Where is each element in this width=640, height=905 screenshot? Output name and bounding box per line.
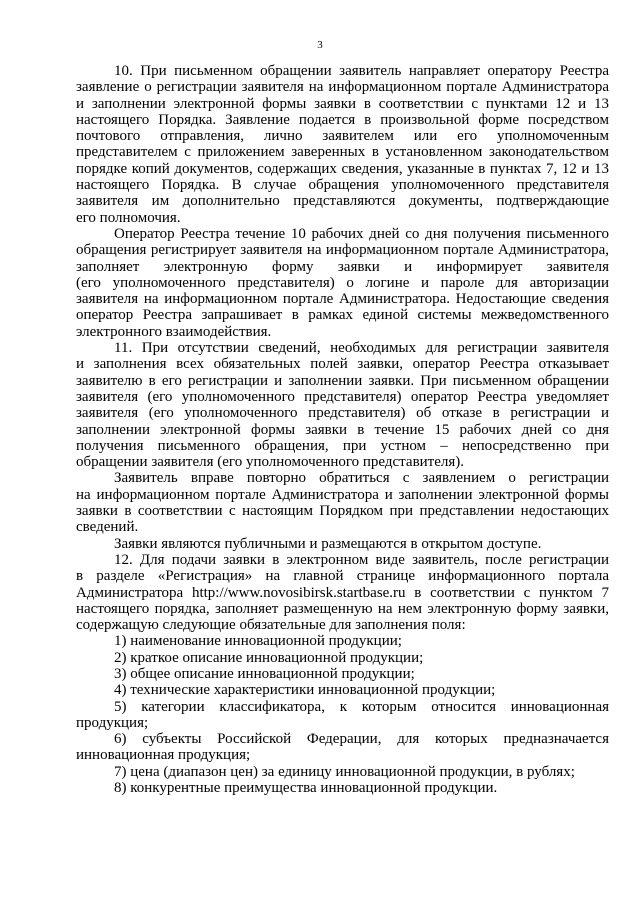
text-line: Заявки являются публичными и размещаются в открытом доступе. [114,535,542,552]
text-line: заявителя им дополнительно представляются документы, подтверждающие [76,193,609,210]
text-line: и заполнения всех обязательных полей заявки, оператор Реестра отказывает [76,356,609,373]
text-line: на информационном портале Администратора и заполнении электронной формы [76,486,609,503]
page-number: 3 [317,39,323,51]
text-line: почтового отправления, лично заявителем или его уполномоченным [76,128,609,145]
text-line: продукция; [76,714,149,731]
text-line: заявки в соответствии с настоящим Порядком при представлении недостающих [76,503,609,520]
text-line: 4) технические характеристики инновационной продукции; [114,682,496,699]
text-line: настоящего порядка, заполняет размещенную на нем электронную форму заявки, [76,600,609,617]
text-line: настоящего Порядка. Заявление подается в произвольной форме посредством [76,111,609,128]
text-line: заявителя (его уполномоченного представителя) об отказе в регистрации и [76,405,609,422]
text-line: 7) цена (диапазон цен) за единицу инновационной продукции, в рублях; [114,763,575,780]
text-line: электронного взаимодействия. [76,323,272,340]
document-body [76,63,609,796]
text-line: Заявитель вправе повторно обратиться с заявлением о регистрации [114,470,609,487]
text-line: 2) краткое описание инновационной продукции; [114,649,424,666]
text-line: 5) категории классификатора, к которым относится инновационная [114,698,609,715]
text-line: заявителя (его уполномоченного представителя) оператор Реестра уведомляет [76,388,609,405]
text-line: оператор Реестра запрашивает в рамках единой системы межведомственного [76,307,609,324]
text-line: заявление о регистрации заявителя на информационном портале Администратора [76,79,609,96]
text-line: обращении заявителя (его уполномоченного представителя). [76,454,465,471]
text-line: инновационная продукция; [76,747,251,764]
text-line: и заполнении электронной формы заявки в соответствии с пунктами 12 и 13 [76,95,609,112]
text-line: заполнении электронной формы заявки в течение 15 рабочих дней со дня [76,421,609,438]
text-line: заполняет электронную форму заявки и информирует заявителя [76,258,609,275]
text-line: настоящего Порядка. В случае обращения уполномоченного представителя [76,177,609,194]
text-line: 12. Для подачи заявки в электронном виде заявитель, после регистрации [114,551,609,568]
text-line: обращения регистрирует заявителя на информационном портале Администратора, [76,242,609,259]
text-line: в разделе «Регистрация» на главной странице информационного портала [76,568,609,585]
text-line: представителем с приложением заверенных в установленном законодательством [76,144,609,161]
text-line: получения письменного обращения, при устном – непосредственно при [76,437,609,454]
text-line: (его уполномоченного представителя) о логине и пароле для авторизации [76,274,609,291]
text-line: содержащую следующие обязательные для заполнения поля: [76,617,466,634]
text-line: его полномочия. [76,209,181,226]
text-line: 1) наименование инновационной продукции; [114,633,402,650]
text-line: 6) субъекты Российской Федерации, для которых предназначается [114,731,609,748]
text-line: 10. При письменном обращении заявитель направляет оператору Реестра [114,63,609,79]
text-line: заявителя на информационном портале Администратора. Недостающие сведения [76,291,609,308]
text-line: Оператор Реестра течение 10 рабочих дней со дня получения письменного [114,225,609,242]
text-line: порядке копий документов, содержащих сведения, указанные в пунктах 7, 12 и 13 [76,160,609,177]
text-line: заявителю в его регистрации и заполнении заявки. При письменном обращении [76,372,609,389]
text-line: сведений. [76,519,139,536]
text-line: Администратора http://www.novosibirsk.startbase.ru в соответствии с пунктом 7 [76,584,609,601]
text-line: 11. При отсутствии сведений, необходимых для регистрации заявителя [114,340,609,357]
text-line: 3) общее описание инновационной продукции; [114,665,415,682]
text-line: 8) конкурентные преимущества инновационной продукции. [114,780,498,797]
